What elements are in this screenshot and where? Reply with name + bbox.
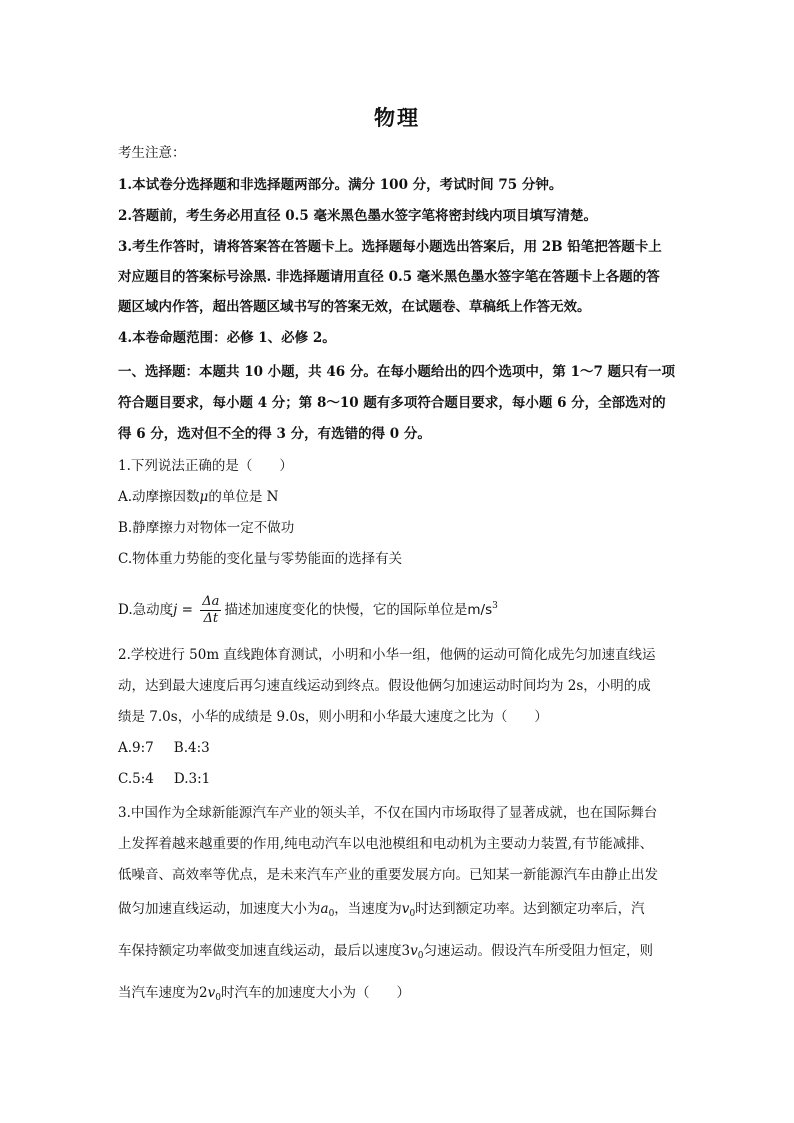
q2-line-2: 动，达到最大速度后再匀速直线运动到终点。假设他俩匀加速运动时间均为 2s，小明的成 [118,678,651,694]
q1-d-eq: = [177,602,198,618]
q3-l6-sub: 0 [215,993,221,1003]
q2-option-a: A.9:7 [118,740,154,756]
q3-l4-pre: 做匀加速直线运动，加速度大小为 [118,901,321,917]
q1-a-pre: A.动摩擦因数 [118,489,200,505]
q1-a-symbol: μ [199,489,209,505]
notice-item-3-cont: 对应题目的答案标号涂黑. 非选择题请用直径 0.5 毫米黑色墨水签字笔在答题卡上各题的答 [118,269,660,285]
q1-stem: 1.下列说法正确的是（ ） [118,458,293,474]
notice-item-3-cont2: 题区域内作答，超出答题区域书写的答案无效，在试题卷、草稿纸上作答无效。 [118,299,591,315]
q2-option-d: D.3:1 [173,771,211,787]
q2-option-c: C.5:4 [118,771,154,787]
q1-d-exponent: 3 [492,601,498,611]
q3-line-5 [118,941,678,966]
q3-l5-coef: 3 [401,943,411,959]
q2-options-row-2 [118,769,678,789]
q3-line-1: 3.中国作为全球新能源汽车产业的领头羊，不仅在国内市场取得了显著成就，也在国际舞台 [118,805,658,821]
q1-option-b: B.静摩擦力对物体一定不做功 [118,520,295,536]
q3-l4-mid: ，当速度为 [334,901,402,917]
notice-item-3: 3.考生作答时，请将答案答在答题卡上。选择题每小题选出答案后，用 2B 铅笔把答题卡上 [118,239,662,255]
notice-heading: 考生注意： [118,145,186,161]
notice-item-1: 1.本试卷分选择题和非选择题两部分。满分 100 分，考试时间 75 分钟。 [118,177,563,193]
q1-d-fraction [200,594,221,627]
section1-line-2: 符合题目要求，每小题 4 分；第 8～10 题有多项符合题目要求，每小题 6 分，全部选对的 [118,395,666,411]
q1-option-c: C.物体重力势能的变化量与零势能面的选择有关 [118,551,403,567]
q3-l6-pre: 当汽车速度为 [118,985,199,1001]
q1-option-a [118,487,678,507]
section1-line-1: 一、选择题：本题共 10 小题，共 46 分。在每小题给出的四个选项中，第 1～7 题只有一项 [118,364,676,380]
q1-d-var: j [173,602,178,618]
q2-option-b: B.4:3 [173,740,210,756]
notice-item-2: 2.答题前，考生务必用直径 0.5 毫米黑色墨水签字笔将密封线内项目填写清楚。 [118,208,597,224]
q3-l4-post: 时达到额定功率。达到额定功率后，汽 [415,901,645,917]
q3-vel-sub: 0 [409,909,416,919]
q1-option-d [118,588,678,628]
q3-l5-var: v [410,943,418,959]
section1-line-3: 得 6 分，选对但不全的得 3 分，有选错的得 0 分。 [118,426,431,442]
q3-l6-var: v [207,985,216,1001]
q3-line-4 [118,899,678,924]
q1-d-numerator: Δa [202,594,220,609]
q3-l5-sub: 0 [417,951,424,961]
q3-l6-coef: 2 [199,985,208,1001]
q3-line-3: 低噪音、高效率等优点，是未来汽车产业的重要发展方向。已知某一新能源汽车由静止出发 [118,867,658,883]
q3-line-2: 上发挥着越来越重要的作用,纯电动汽车以电池模组和电动机为主要动力装置,有节能减排、 [118,836,654,852]
page-title: 物理 [374,105,420,130]
q1-d-post: 描述加速度变化的快慢，它的国际单位是 [224,602,468,618]
q3-l6-post: 时汽车的加速度大小为（ ） [220,985,410,1001]
q1-d-pre: D.急动度 [118,602,174,618]
q3-accel-sub: 0 [328,909,335,919]
q2-line-3: 绩是 7.0s，小华的成绩是 9.0s，则小明和小华最大速度之比为（ ） [118,709,548,725]
q3-l5-pre: 车保持额定功率做变加速直线运动，最后以速度 [118,943,402,959]
q1-a-post: 的单位是 N [208,489,279,505]
q3-line-6 [118,983,678,1008]
q2-options-row-1 [118,738,678,758]
q2-line-1: 2.学校进行 50m 直线跑体育测试，小明和小华一组，他俩的运动可简化成先匀加速直线运 [118,647,656,663]
q3-vel-var: v [401,901,410,917]
q3-l5-post: 匀速运动。假设汽车所受阻力恒定，则 [423,943,653,959]
q3-accel-var: a [320,901,329,917]
q1-d-denominator: Δt [203,611,219,626]
notice-item-4: 4.本卷命题范围：必修 1、必修 2。 [118,330,336,346]
q1-d-unit: m/s [467,602,493,618]
